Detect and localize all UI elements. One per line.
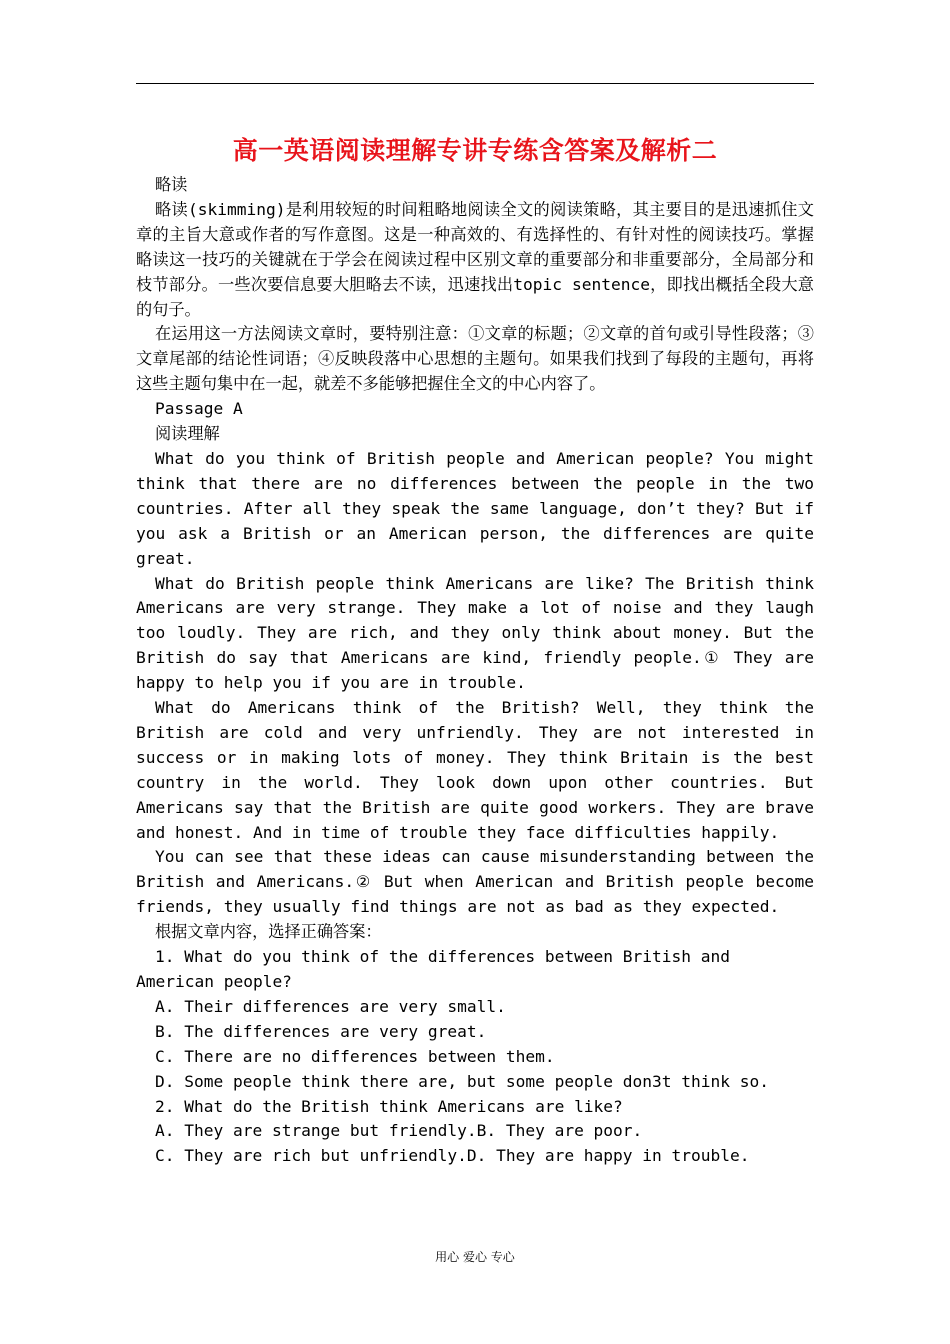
question-2: 2. What do the British think Americans are like? [155,1096,623,1116]
page-footer: 用心 爱心 专心 [435,1250,515,1264]
question-2-options-cd: C. They are rich but unfriendly.D. They are happy in trouble. [155,1146,750,1166]
document-body [136,173,814,1169]
question-1-option-c: C. There are no differences between them. [155,1046,555,1066]
passage-paragraph-3: What do Americans think of the British? Well, they think the British are cold and very unfriendly. They are not interested in success or in making lots of money. They think Britain is the best country in the world. They look down upon other countries. But Americans say that the British are quite good workers. They are brave and honest. And in time of trouble they face difficulties happily. [136,698,814,842]
passage-paragraph-1: What do you think of British people and American people? You might think that there are no differences between the people in the two countries. After all they speak the same language, don’t they? But if you ask a British or an American person, the differences are quite great. [136,448,814,568]
question-instruction: 根据文章内容，选择正确答案： [155,922,382,942]
section-label: 阅读理解 [155,424,220,444]
paragraph-skimming-tips: 在运用这一方法阅读文章时，要特别注意：①文章的标题；②文章的首句或引导性段落；③文章尾部的结论性词语；④反映段落中心思想的主题句。如果我们找到了每段的主题句，再将这些主题句集中在一起，就差不多能够把握住全文的中心内容了。 [136,324,814,394]
header-rule [136,83,814,84]
question-1-option-d: D. Some people think there are, but some people don3t think so. [155,1071,769,1091]
passage-paragraph-2: What do British people think Americans are like? The British think Americans are very strange. They make a lot of noise and they laugh too loudly. They are rich, and they only think about money. But the British do say that Americans are kind, friendly people.① They are happy to help you if you are in trouble. [136,573,814,693]
paragraph-skimming-definition: 略读(skimming)是利用较短的时间粗略地阅读全文的阅读策略，其主要目的是迅速抓住文章的主旨大意或作者的写作意图。这是一种高效的、有选择性的、有针对性的阅读技巧。掌握略读这一技巧的关键就在于学会在阅读过程中区别文章的重要部分和非重要部分，全局部分和枝节部分。一些次要信息要大胆略去不读，迅速找出topic sentence，即找出概括全段大意的句子。 [136,199,814,319]
question-2-options-ab: A. They are strange but friendly.B. They are poor. [155,1121,643,1141]
question-1-option-a: A. Their differences are very small. [155,996,506,1016]
paragraph-skimming-heading: 略读 [155,175,188,194]
question-1-option-b: B. The differences are very great. [155,1021,487,1041]
passage-paragraph-4: You can see that these ideas can cause misunderstanding between the British and Americans.② But when American and British people become friends, they usually find things are not as bad as they expected. [136,847,814,917]
question-1: 1. What do you think of the differences between British and American people? [136,947,730,991]
document-title: 高一英语阅读理解专讲专练含答案及解析二 [232,136,718,165]
passage-label: Passage A [155,399,243,419]
